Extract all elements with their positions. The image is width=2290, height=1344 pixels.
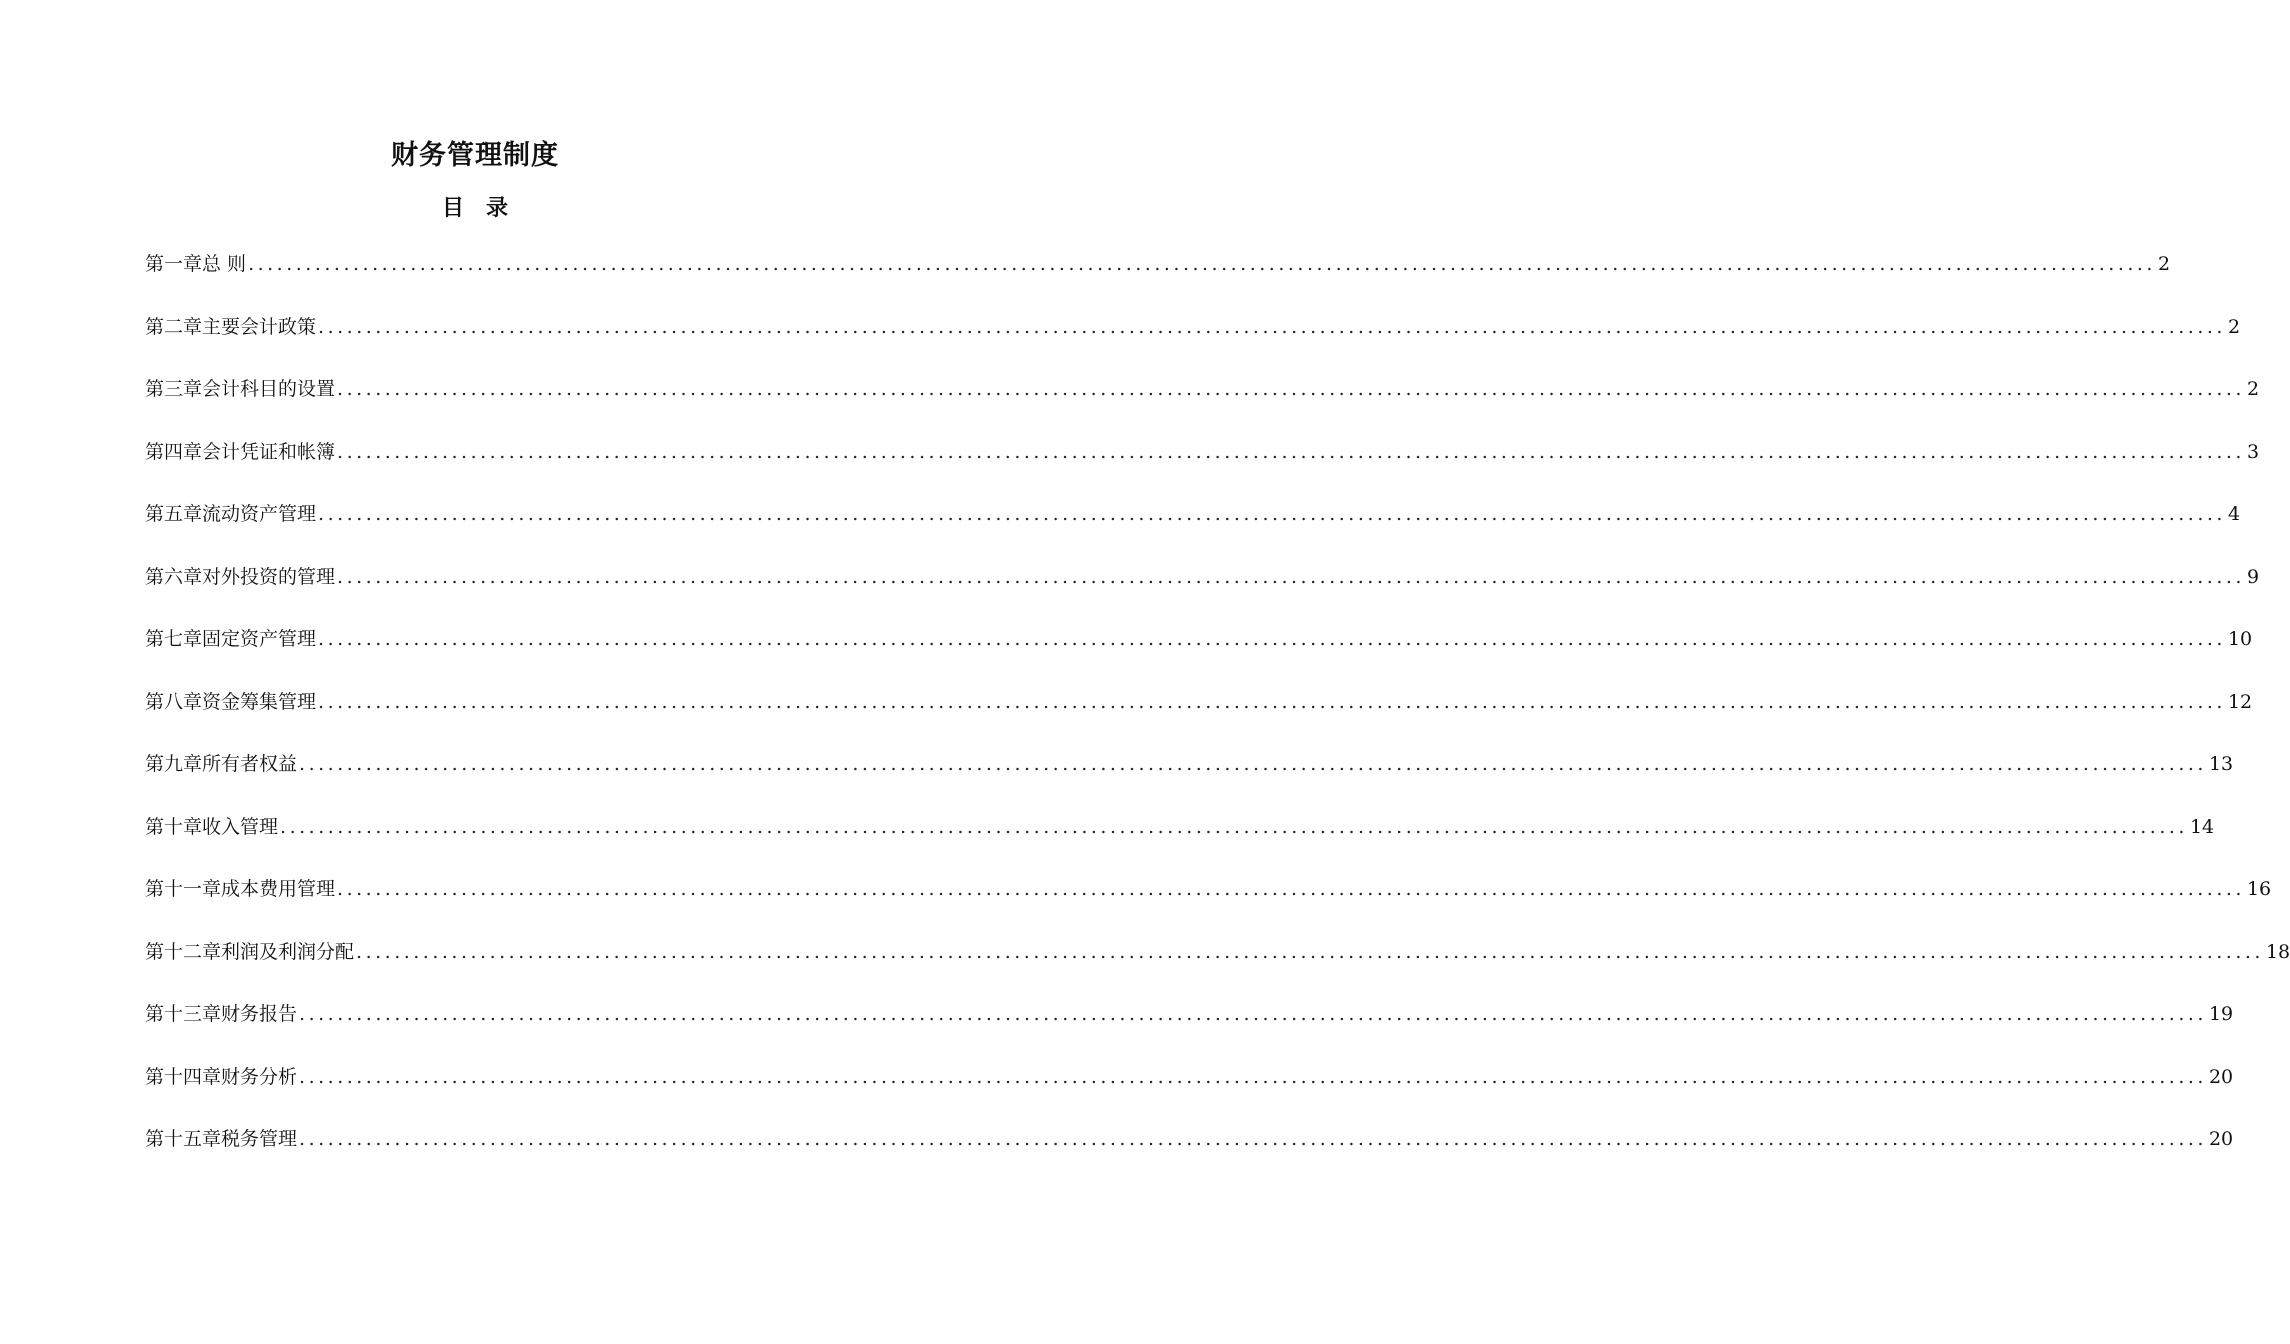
toc-chapter-number: 第十一章 [145, 878, 222, 900]
toc-chapter-title: 流动资产管理 [202, 503, 317, 525]
toc-entry[interactable] [145, 369, 2260, 432]
toc-chapter-title: 所有者权益 [202, 753, 298, 775]
toc-page-number: 13 [2208, 753, 2234, 775]
toc-chapter-number: 第三章 [145, 378, 203, 400]
toc-entry[interactable] [145, 682, 2253, 745]
toc-chapter-title: 资金筹集管理 [202, 690, 317, 713]
toc-page-number: 3 [2246, 440, 2260, 463]
toc-dot-leader: ........................................................................................................................................................................................................ [299, 1065, 2207, 1088]
toc-chapter-title: 收入管理 [202, 815, 279, 838]
toc-page-number: 2 [2246, 378, 2260, 400]
toc-page-number: 10 [2227, 628, 2253, 650]
toc-chapter-number: 第十五章 [145, 1128, 222, 1150]
toc-dot-leader: ........................................................................................................................................................................................................ [356, 940, 2264, 963]
toc-chapter-number: 第一章 [145, 253, 203, 275]
table-of-contents [145, 244, 2290, 1182]
toc-dot-leader: ........................................................................................................................................................................................................ [299, 1128, 2207, 1150]
toc-page-number: 14 [2189, 815, 2215, 838]
toc-dot-leader: ........................................................................................................................................................................................................ [337, 440, 2245, 463]
toc-page-number: 20 [2208, 1065, 2234, 1088]
toc-entry[interactable] [145, 744, 2234, 807]
toc-chapter-number: 第七章 [145, 628, 203, 650]
toc-page-number: 9 [2246, 565, 2260, 588]
toc-chapter-title: 财务分析 [221, 1065, 298, 1088]
toc-page-number: 2 [2157, 253, 2171, 275]
toc-page-number: 2 [2227, 315, 2241, 338]
toc-dot-leader: ........................................................................................................................................................................................................ [337, 565, 2245, 588]
toc-dot-leader: ........................................................................................................................................................................................................ [248, 253, 2156, 275]
toc-entry[interactable] [145, 994, 2234, 1057]
toc-dot-leader: ........................................................................................................................................................................................................ [318, 690, 2226, 713]
toc-dot-leader: ........................................................................................................................................................................................................ [318, 315, 2226, 338]
toc-chapter-title: 会计凭证和帐簿 [202, 440, 336, 463]
toc-dot-leader: ........................................................................................................................................................................................................ [318, 503, 2226, 525]
toc-chapter-title: 成本费用管理 [221, 878, 336, 900]
toc-entry[interactable] [145, 1057, 2234, 1120]
toc-page-number: 4 [2227, 503, 2241, 525]
toc-dot-leader: ........................................................................................................................................................................................................ [337, 878, 2245, 900]
toc-chapter-number: 第二章 [145, 315, 203, 338]
toc-chapter-number: 第五章 [145, 503, 203, 525]
toc-heading: 目 录 [441, 196, 508, 221]
toc-chapter-number: 第十三章 [145, 1003, 222, 1025]
toc-chapter-number: 第六章 [145, 565, 203, 588]
toc-dot-leader: ........................................................................................................................................................................................................ [337, 378, 2245, 400]
toc-page-number: 19 [2208, 1003, 2234, 1025]
toc-page-number: 20 [2208, 1128, 2234, 1150]
toc-chapter-title: 对外投资的管理 [202, 565, 336, 588]
toc-chapter-title: 固定资产管理 [202, 628, 317, 650]
toc-page-number: 18 [2265, 940, 2290, 963]
toc-entry[interactable] [145, 807, 2215, 870]
toc-entry[interactable] [145, 307, 2241, 370]
toc-chapter-title: 税务管理 [221, 1128, 298, 1150]
toc-chapter-number: 第十章 [145, 815, 203, 838]
toc-page-number: 16 [2246, 878, 2272, 900]
toc-entry[interactable] [145, 619, 2253, 682]
toc-chapter-number: 第十四章 [145, 1065, 222, 1088]
toc-dot-leader: ........................................................................................................................................................................................................ [299, 753, 2207, 775]
toc-chapter-title: 主要会计政策 [202, 315, 317, 338]
toc-entry[interactable] [145, 869, 2272, 932]
toc-chapter-title: 总 则 [202, 253, 247, 275]
toc-page-number: 12 [2227, 690, 2253, 713]
toc-chapter-title: 会计科目的设置 [202, 378, 336, 400]
document-title: 财务管理制度 [391, 140, 559, 171]
toc-entry[interactable] [145, 244, 2171, 307]
toc-chapter-title: 财务报告 [221, 1003, 298, 1025]
toc-chapter-number: 第九章 [145, 753, 203, 775]
toc-entry[interactable] [145, 432, 2260, 495]
toc-chapter-number: 第十二章 [145, 940, 222, 963]
toc-entry[interactable] [145, 1119, 2234, 1182]
toc-chapter-number: 第四章 [145, 440, 203, 463]
toc-chapter-number: 第八章 [145, 690, 203, 713]
toc-dot-leader: ........................................................................................................................................................................................................ [318, 628, 2226, 650]
toc-dot-leader: ........................................................................................................................................................................................................ [280, 815, 2188, 838]
toc-chapter-title: 利润及利润分配 [221, 940, 355, 963]
toc-entry[interactable] [145, 557, 2260, 620]
toc-dot-leader: ........................................................................................................................................................................................................ [299, 1003, 2207, 1025]
toc-entry[interactable] [145, 494, 2241, 557]
toc-entry[interactable] [145, 932, 2290, 995]
